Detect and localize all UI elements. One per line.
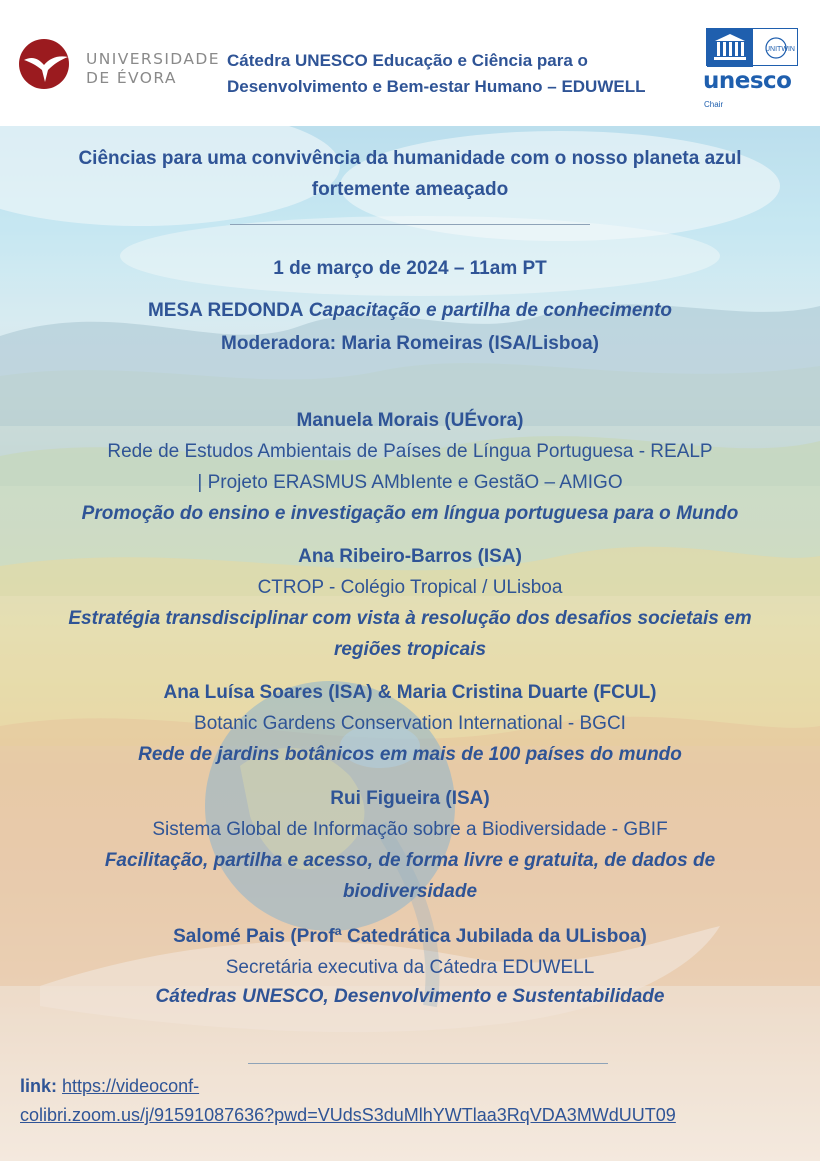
mesa-topic: Capacitação e partilha de conhecimento [308, 300, 673, 321]
header [0, 0, 820, 126]
speaker-talk: biodiversidade [342, 881, 478, 902]
speaker-affiliation: CTROP - Colégio Tropical / ULisboa [257, 577, 563, 598]
speaker-talk: Cátedras UNESCO, Desenvolvimento e Sustentabilidade [155, 986, 665, 1007]
svg-text:UNITWIN: UNITWIN [765, 46, 795, 53]
speaker-name: Salomé Pais (Profª Catedrática Jubilada da ULisboa) [173, 926, 647, 947]
unesco-temple-icon [706, 28, 798, 66]
speaker-talk: Facilitação, partilha e acesso, de forma livre e gratuita, de dados de [104, 850, 716, 871]
mesa-redonda-line [0, 300, 820, 322]
university-name-line2: DE ÉVORA [86, 69, 177, 87]
unesco-chair-label: Chair [704, 100, 724, 109]
meeting-link-line2[interactable]: colibri.zoom.us/j/91591087636?pwd=VUdsS3duMlhYWTlaa3RqVDA3MWdUUT09 [20, 1105, 676, 1125]
speaker-talk: Rede de jardins botânicos em mais de 100 países do mundo [138, 744, 682, 765]
university-name [86, 50, 220, 88]
top-divider [230, 224, 590, 225]
speaker-name: Rui Figueira (ISA) [330, 788, 490, 809]
meeting-link-block [20, 1072, 810, 1130]
speaker-talk: regiões tropicais [333, 639, 487, 660]
speaker-talk: Promoção do ensino e investigação em língua portuguesa para o Mundo [81, 503, 739, 524]
chair-title-line2: Desenvolvimento e Bem-estar Humano – EDUWELL [227, 77, 646, 96]
moderator: Moderadora: Maria Romeiras (ISA/Lisboa) [221, 333, 599, 354]
chair-title [227, 48, 697, 100]
meeting-link-line1[interactable]: https://videoconf- [62, 1076, 200, 1096]
speaker-talk: Estratégia transdisciplinar com vista à resolução dos desafios societais em [68, 608, 752, 629]
speaker-name: Manuela Morais (UÉvora) [296, 410, 524, 431]
university-name-line1: UNIVERSIDADE [86, 50, 220, 68]
event-title-line2: fortemente ameaçado [311, 179, 509, 200]
universidade-evora-logo [14, 38, 76, 90]
speaker-name: Ana Ribeiro-Barros (ISA) [298, 546, 522, 567]
chair-title-line1: Cátedra UNESCO Educação e Ciência para o [227, 51, 588, 70]
speaker-affiliation: Rede de Estudos Ambientais de Países de Língua Portuguesa - REALP [107, 441, 713, 462]
unesco-wordmark: unesco [703, 68, 792, 94]
bottom-divider [248, 1063, 608, 1064]
link-label: link: [20, 1076, 58, 1096]
speaker-affiliation: Sistema Global de Informação sobre a Biodiversidade - GBIF [152, 819, 668, 840]
event-date: 1 de março de 2024 – 11am PT [273, 258, 547, 279]
speaker-name: Ana Luísa Soares (ISA) & Maria Cristina Duarte (FCUL) [163, 682, 657, 703]
speaker-affiliation: | Projeto ERASMUS AMbIente e GestãO – AMIGO [197, 472, 623, 493]
unesco-chair-logo [700, 28, 808, 114]
event-title-line1: Ciências para uma convivência da humanidade com o nosso planeta azul [78, 148, 742, 169]
speaker-affiliation: Secretária executiva da Cátedra EDUWELL [225, 957, 595, 978]
mesa-label: MESA REDONDA [147, 300, 304, 321]
speaker-affiliation: Botanic Gardens Conservation International - BGCI [194, 713, 626, 734]
